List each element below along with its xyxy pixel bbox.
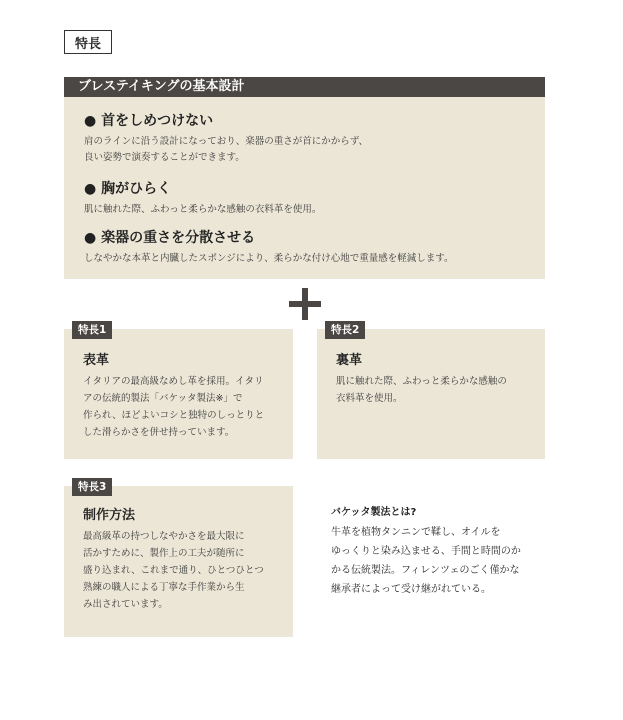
- feature-card-2: [317, 324, 545, 459]
- section-tag: 特長: [64, 30, 112, 54]
- feature-title: 制作方法: [83, 508, 136, 523]
- feature-text: イタリアの最高級なめし革を採用。イタリ アの伝統的製法「バケッタ製法※」で 作られ、ほどよいコシと独特のしっとりと した滑らかさを併せ持っています。: [83, 376, 265, 438]
- point-text: 肌に触れた際、ふわっと柔らかな感触の衣料革を使用。: [84, 204, 322, 215]
- feature-label: 特長1: [72, 321, 112, 339]
- point-title: ● 楽器の重さを分散させる: [84, 230, 256, 246]
- point-chest: [84, 178, 321, 218]
- feature-title: 表革: [83, 353, 110, 368]
- plus-icon: [289, 288, 321, 320]
- note-title: バケッタ製法とは?: [331, 507, 417, 518]
- basic-design-panel: [64, 77, 545, 279]
- feature-card-1: [64, 324, 293, 459]
- feature-text: 肌に触れた際、ふわっと柔らかな感触の 衣料革を使用。: [336, 376, 507, 404]
- feature-label: 特長3: [72, 478, 112, 496]
- point-text: しなやかな本革と内臓したスポンジにより、柔らかな付け心地で重量感を軽減します。: [84, 253, 454, 264]
- point-neck: [84, 110, 368, 166]
- note-text: 牛革を植物タンニンで鞣し、オイルを ゆっくりと染み込ませる、手間と時間のか かる伝統製法。フィレンツェのごく僅かな 継承者によって受け継がれている。: [331, 527, 521, 595]
- point-title: ● 首をしめつけない: [84, 113, 214, 129]
- point-text: 肩のラインに沿う設計になっており、楽器の重さが首にかからず、 良い姿勢で演奏することができます。: [84, 136, 368, 163]
- point-title: ● 胸がひらく: [84, 181, 172, 197]
- feature-label: 特長2: [325, 321, 365, 339]
- feature-text: 最高級革の持つしなやかさを最大限に 活かすために、製作上の工夫が随所に 盛り込まれ、これまで通り、ひとつひとつ 熟練の職人による丁寧な手作業から生 み出されています。: [83, 531, 264, 610]
- point-weight: [84, 227, 454, 267]
- feature-card-3: [64, 481, 293, 637]
- basic-design-header: ブレステイキングの基本設計: [64, 77, 545, 97]
- feature-title: 裏革: [336, 353, 363, 368]
